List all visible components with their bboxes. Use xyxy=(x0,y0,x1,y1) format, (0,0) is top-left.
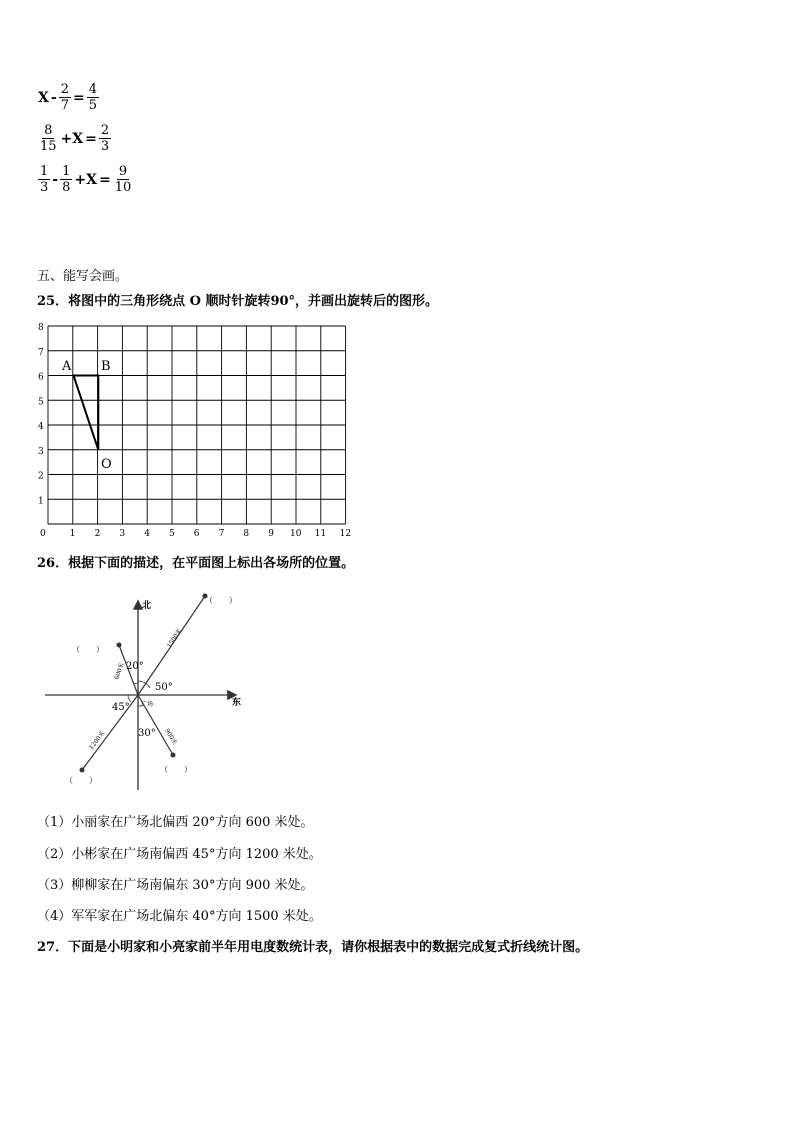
nw-blank: （ ） xyxy=(72,645,104,654)
q26-item-4: （4）军军家在广场北偏东 40°方向 1500 米处。 xyxy=(37,909,322,924)
rotation-grid xyxy=(30,318,365,540)
question-26-text: 26．根据下面的描述，在平面图上标出各场所的位置。 xyxy=(37,556,355,571)
y-tick-label: 4 xyxy=(38,422,44,432)
eq2-f1-numerator: 8 xyxy=(44,123,53,138)
eq3-fraction-2 xyxy=(60,164,72,195)
point-b-label: B xyxy=(101,359,111,374)
eq1-fraction-1 xyxy=(59,82,71,113)
eq1-equals: = xyxy=(72,89,85,106)
angle-30: 30° xyxy=(138,728,156,739)
east-label: 东 xyxy=(232,698,242,708)
y-axis-ticks xyxy=(38,323,44,506)
x-tick-label: 10 xyxy=(290,529,302,539)
sw-point xyxy=(80,768,85,773)
x-tick-label: 11 xyxy=(314,529,327,539)
x-axis-ticks xyxy=(40,529,351,539)
sw-distance: 1200米 xyxy=(88,729,107,752)
x-tick-label: 6 xyxy=(193,529,200,539)
eq3-f1-denominator: 3 xyxy=(40,180,49,195)
eq2-fraction-1 xyxy=(38,123,59,154)
equation-2 xyxy=(37,123,112,154)
x-tick-label: 5 xyxy=(169,529,175,539)
point-o-label: O xyxy=(101,457,112,472)
y-tick-label: 1 xyxy=(38,496,44,507)
equation-3 xyxy=(37,164,134,195)
question-25-text: 25．将图中的三角形绕点 O 顺时针旋转90°，并画出旋转后的图形。 xyxy=(37,294,439,309)
se-blank: （ ） xyxy=(160,765,192,774)
eq3-f3-numerator: 9 xyxy=(118,164,128,179)
x-tick-label: 3 xyxy=(119,529,126,539)
x-tick-label: 12 xyxy=(339,529,352,539)
x-tick-label: 1 xyxy=(69,529,76,539)
x-tick-label: 7 xyxy=(218,529,225,539)
eq1-minus: - xyxy=(50,89,57,106)
se-point xyxy=(171,753,176,758)
triangle-aob xyxy=(74,376,99,450)
nw-point xyxy=(117,643,122,648)
x-tick-label: 4 xyxy=(144,529,150,539)
eq3-minus: - xyxy=(52,171,59,188)
eq3-fraction-1 xyxy=(38,164,50,195)
point-a-label: A xyxy=(62,359,72,374)
eq2-plus-x: +X xyxy=(60,130,84,147)
question-27-text: 27．下面是小明家和小亮家前半年用电度数统计表，请你根据表中的数据完成复式折线统计图。 xyxy=(37,940,589,955)
north-label: 北 xyxy=(142,601,152,611)
x-tick-label: 2 xyxy=(94,529,101,539)
ne-distance: 1500米 xyxy=(165,627,184,650)
eq1-f1-denominator: 7 xyxy=(60,98,69,113)
ne-blank: （ ） xyxy=(205,596,237,605)
eq2-f1-denominator: 15 xyxy=(40,139,57,154)
y-tick-label: 7 xyxy=(38,347,44,358)
eq3-plus-x: +X xyxy=(74,171,97,188)
direction-map xyxy=(40,590,255,800)
grid-lines xyxy=(48,326,346,524)
y-tick-label: 5 xyxy=(38,397,44,408)
y-tick-label: 8 xyxy=(38,323,44,333)
eq1-f2-denominator: 5 xyxy=(88,98,97,113)
eq3-f3-denominator: 10 xyxy=(114,180,132,195)
x-tick-label: 0 xyxy=(40,529,46,539)
angle-45: 45° xyxy=(112,702,130,713)
section-title: 五、能写会画。 xyxy=(37,269,129,284)
q26-item-2: （2）小彬家在广场南偏西 45°方向 1200 米处。 xyxy=(37,847,322,862)
eq3-f2-numerator: 1 xyxy=(62,164,71,179)
eq3-f2-denominator: 8 xyxy=(62,180,71,195)
x-tick-label: 9 xyxy=(268,529,274,539)
arc-45 xyxy=(128,695,131,702)
eq1-fraction-2 xyxy=(87,82,99,113)
q26-item-1: （1）小丽家在广场北偏西 20°方向 600 米处。 xyxy=(37,815,314,830)
se-distance: 900米 xyxy=(163,727,179,747)
angle-20: 20° xyxy=(126,661,144,672)
center-label: 广场 xyxy=(141,701,154,708)
eq3-fraction-3 xyxy=(113,164,134,195)
angle-50: 50° xyxy=(155,682,173,693)
q26-item-3: （3）柳柳家在广场南偏东 30°方向 900 米处。 xyxy=(37,878,314,893)
eq2-fraction-2 xyxy=(99,123,111,154)
nw-distance: 600米 xyxy=(113,661,126,681)
eq1-f2-numerator: 4 xyxy=(88,82,97,97)
eq1-f1-numerator: 2 xyxy=(60,82,69,97)
y-tick-label: 2 xyxy=(38,471,44,482)
eq1-variable: X xyxy=(38,89,49,106)
eq2-equals: = xyxy=(85,130,97,147)
sw-blank: （ ） xyxy=(65,776,97,785)
y-tick-label: 3 xyxy=(38,446,44,457)
equation-1 xyxy=(37,82,100,113)
x-tick-label: 8 xyxy=(243,529,250,539)
y-tick-label: 6 xyxy=(38,372,44,383)
eq3-equals: = xyxy=(98,171,111,188)
eq2-f2-denominator: 3 xyxy=(100,139,110,154)
eq2-f2-numerator: 2 xyxy=(100,123,110,138)
eq3-f1-numerator: 1 xyxy=(40,164,49,179)
